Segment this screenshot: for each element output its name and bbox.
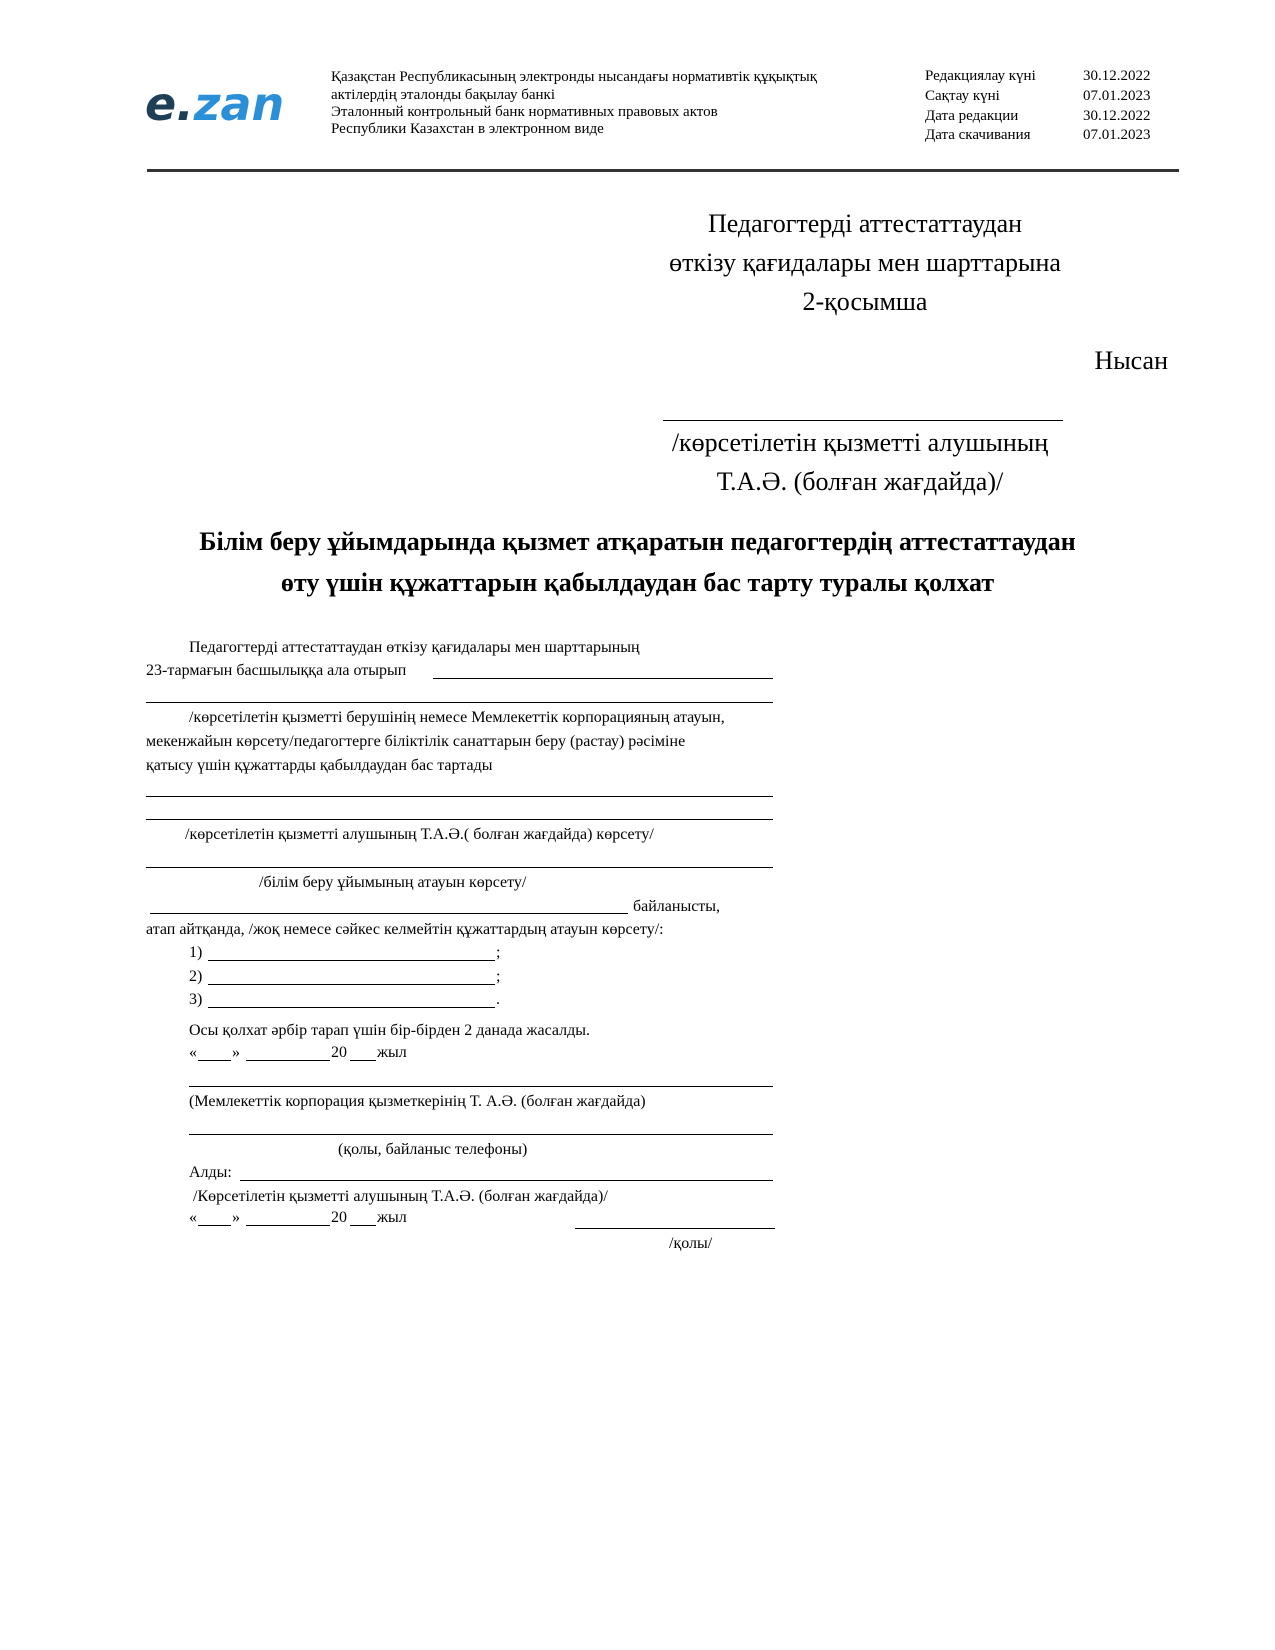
meta-label: Дата скачивания xyxy=(925,127,1031,143)
meta-value: 07.01.2023 xyxy=(1083,88,1151,104)
appendix-number: 2-қосымша xyxy=(802,287,928,316)
employee-note: (Мемлекеттік корпорация қызметкерінің Т. А.Ә. (болған жағдайда) xyxy=(189,1093,646,1110)
namely-text: атап айтқанда, /жоқ немесе сәйкес келмейтін құжаттардың атауын көрсету/: xyxy=(146,921,664,938)
fill-line xyxy=(433,678,773,679)
item-end: ; xyxy=(496,968,501,985)
meta-label: Редакциялау күні xyxy=(925,68,1036,84)
signature-fill-line xyxy=(575,1228,775,1229)
provider-note: /көрсетілетін қызметті берушінің немесе Мемлекеттік корпорацияның атауын, xyxy=(189,709,725,726)
recipient-note: /көрсетілетін қызметті алушының xyxy=(671,428,1049,457)
item-fill-line xyxy=(208,1007,495,1008)
provider-note: мекенжайын көрсету/педагогтерге біліктілік санаттарын беру (растау) рәсіміне xyxy=(146,733,686,750)
year-fill-line xyxy=(350,1060,376,1061)
item-number: 1) xyxy=(189,944,203,961)
day-fill-line xyxy=(198,1060,231,1061)
bank-name-line: Республики Казахстан в электронном виде xyxy=(331,121,604,137)
year-prefix: 20 xyxy=(331,1044,347,1061)
date-open-quote: « xyxy=(189,1044,197,1061)
date-close-quote: » xyxy=(232,1209,240,1226)
fill-line xyxy=(146,867,773,868)
meta-value: 07.01.2023 xyxy=(1083,127,1151,143)
header-divider xyxy=(147,169,1179,172)
item-number: 3) xyxy=(189,991,203,1008)
body-paragraph: Педагогтерді аттестаттаудан өткізу қағидалары мен шарттарының xyxy=(189,639,640,656)
recipient-note: Т.А.Ә. (болған жағдайда)/ xyxy=(716,467,1004,496)
recipient-name-note: /көрсетілетін қызметті алушының Т.А.Ә.( болған жағдайда) көрсету/ xyxy=(185,826,654,843)
meta-label: Дата редакции xyxy=(925,108,1019,124)
day-fill-line xyxy=(198,1225,231,1226)
month-fill-line xyxy=(246,1060,330,1061)
year-prefix: 20 xyxy=(331,1209,347,1226)
fill-line xyxy=(189,1086,773,1087)
meta-label: Сақтау күні xyxy=(925,88,1000,104)
year-fill-line xyxy=(350,1225,376,1226)
document-title-line: Білім беру ұйымдарында қызмет атқаратын педагогтердің аттестаттаудан xyxy=(199,527,1076,556)
fill-line xyxy=(146,702,773,703)
form-label: Нысан xyxy=(1094,346,1168,375)
signature-phone-note: (қолы, байланыс телефоны) xyxy=(338,1141,528,1158)
date-close-quote: » xyxy=(232,1044,240,1061)
organization-note: /білім беру ұйымының атауын көрсету/ xyxy=(259,874,527,891)
svg-text:e.zan: e.zan xyxy=(145,77,285,131)
fill-line xyxy=(150,913,628,914)
appendix-line: өткізу қағидалары мен шарттарына xyxy=(669,248,1061,277)
item-fill-line xyxy=(208,984,495,985)
bank-name-line: Эталонный контрольный банк нормативных правовых актов xyxy=(331,104,718,120)
related-text: байланысты, xyxy=(633,898,721,915)
meta-value: 30.12.2022 xyxy=(1083,108,1151,124)
bank-name-line: актілердің эталонды бақылау банкі xyxy=(331,87,555,103)
received-fill-line xyxy=(240,1180,773,1181)
year-word: жыл xyxy=(377,1209,407,1226)
fill-line xyxy=(189,1134,773,1135)
copies-text: Осы қолхат әрбір тарап үшін бір-бірден 2 данада жасалды. xyxy=(189,1022,590,1039)
document-title-line: өту үшін құжаттарын қабылдаудан бас тарту туралы қолхат xyxy=(280,568,995,597)
appendix-line: Педагогтерді аттестаттаудан xyxy=(707,209,1023,238)
bank-name-line: Қазақстан Республикасының электронды нысандағы нормативтік құқықтық xyxy=(331,69,818,85)
fill-line xyxy=(146,819,773,820)
received-label: Алды: xyxy=(189,1164,232,1181)
date-open-quote: « xyxy=(189,1209,197,1226)
month-fill-line xyxy=(246,1225,330,1226)
ezan-logo xyxy=(145,72,285,132)
item-fill-line xyxy=(208,960,495,961)
body-paragraph: 23-тармағын басшылыққа ала отырып xyxy=(146,662,407,679)
item-number: 2) xyxy=(189,968,203,985)
recipient-name-line xyxy=(663,420,1063,421)
provider-note: қатысу үшін құжаттарды қабылдаудан бас тартады xyxy=(146,757,493,774)
meta-value: 30.12.2022 xyxy=(1083,68,1151,84)
signature-label: /қолы/ xyxy=(669,1235,713,1252)
recipient-note-2: /Көрсетілетін қызметті алушының Т.А.Ә. (болған жағдайда)/ xyxy=(193,1188,608,1205)
item-end: . xyxy=(496,991,500,1008)
item-end: ; xyxy=(496,944,501,961)
fill-line xyxy=(146,796,773,797)
year-word: жыл xyxy=(377,1044,407,1061)
